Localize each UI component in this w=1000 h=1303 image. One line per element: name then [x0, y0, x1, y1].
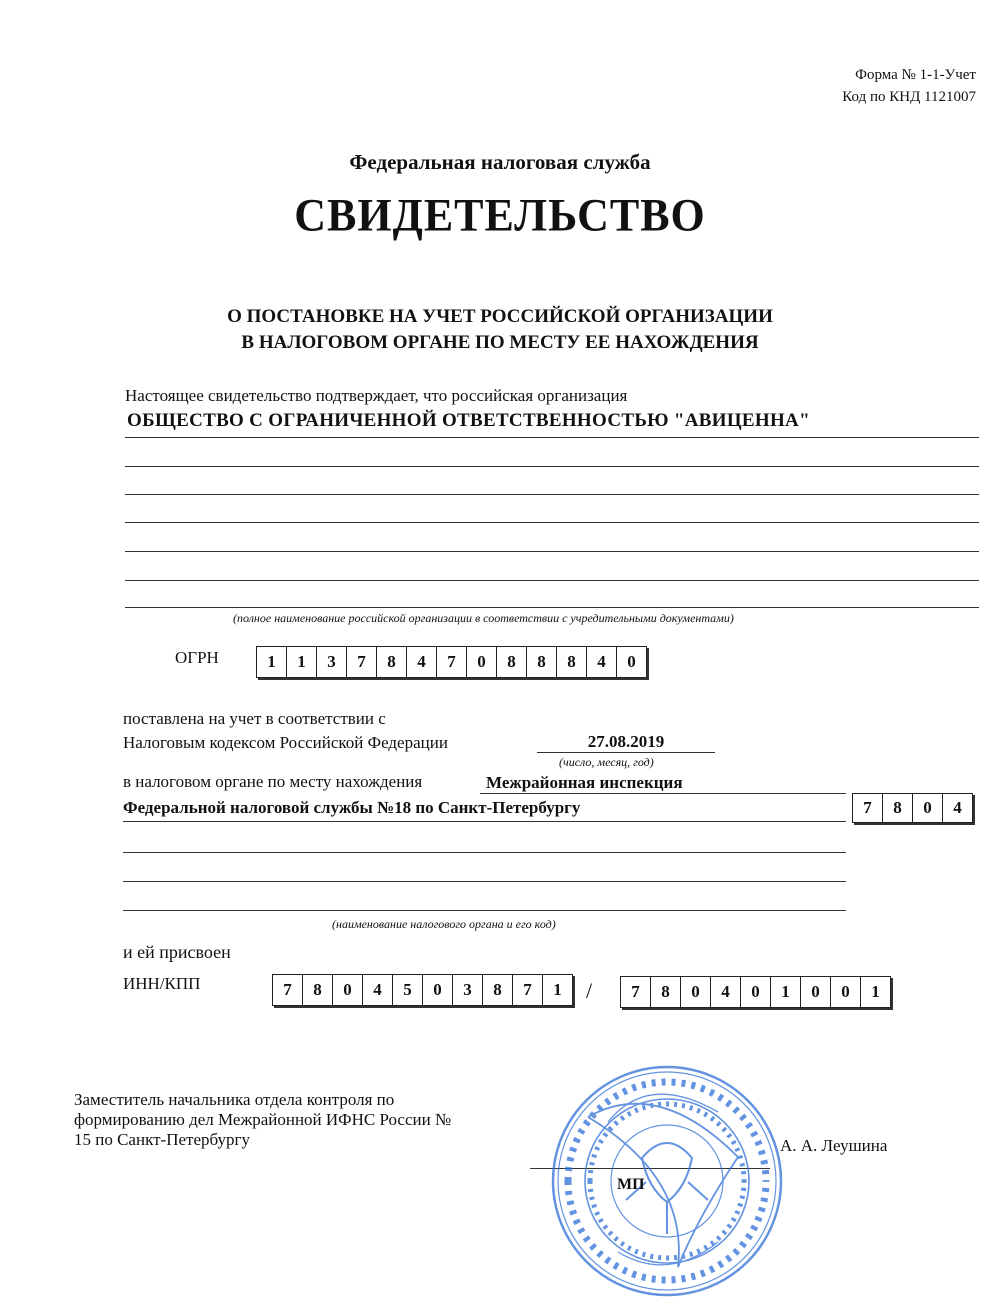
signer-position-line-2: формированию дел Межрайонной ИФНС России №	[74, 1110, 452, 1129]
authority-line	[123, 852, 846, 853]
org-name-line	[125, 437, 979, 438]
ogrn-digit: 8	[497, 647, 527, 677]
knd-code: Код по КНД 1121007	[842, 89, 976, 105]
date-line	[537, 752, 715, 753]
organization-name: ОБЩЕСТВО С ОГРАНИЧЕННОЙ ОТВЕТСТВЕННОСТЬЮ "АВИЦЕННА"	[127, 410, 810, 431]
org-name-line	[125, 494, 979, 495]
intro-text: Настоящее свидетельство подтверждает, что российская организация	[125, 386, 628, 405]
signer-name: А. А. Леушина	[780, 1136, 888, 1155]
kpp-digit: 7	[621, 977, 651, 1007]
agency-name: Федеральная налоговая служба	[349, 150, 651, 174]
assigned-label: и ей присвоен	[123, 942, 231, 962]
official-stamp-seal	[548, 1062, 786, 1300]
ogrn-digit: 4	[587, 647, 617, 677]
ogrn-digit: 7	[437, 647, 467, 677]
date-caption: (число, месяц, год)	[559, 755, 654, 769]
authority-code-digit: 8	[883, 794, 913, 822]
kpp-boxes	[620, 976, 891, 1008]
authority-line	[123, 881, 846, 882]
ogrn-digit: 4	[407, 647, 437, 677]
org-name-line	[125, 522, 979, 523]
tax-authority-caption: (наименование налогового органа и его код)	[332, 917, 556, 931]
inn-kpp-separator: /	[586, 978, 593, 1003]
subtitle-line-2: В НАЛОГОВОМ ОРГАНЕ ПО МЕСТУ ЕЕ НАХОЖДЕНИЯ	[241, 332, 759, 353]
kpp-digit: 0	[741, 977, 771, 1007]
authority-code-digit: 4	[943, 794, 973, 822]
ogrn-digit: 8	[557, 647, 587, 677]
inn-digit: 0	[333, 975, 363, 1005]
kpp-digit: 1	[771, 977, 801, 1007]
document-title: СВИДЕТЕЛЬСТВО	[294, 189, 706, 242]
document-subtitle	[0, 304, 1000, 356]
signer-position-line-3: 15 по Санкт-Петербургу	[74, 1130, 250, 1149]
registration-text-1: поставлена на учет в соответствии с	[123, 709, 386, 728]
org-name-line	[125, 466, 979, 467]
registration-date: 27.08.2019	[587, 732, 665, 751]
org-name-caption: (полное наименование российской организации в соответствии с учредительными документами)	[233, 611, 734, 625]
ogrn-digit: 8	[377, 647, 407, 677]
kpp-digit: 0	[831, 977, 861, 1007]
inn-digit: 4	[363, 975, 393, 1005]
tax-authority-code-boxes	[852, 793, 973, 823]
inn-digit: 7	[513, 975, 543, 1005]
authority-code-digit: 0	[913, 794, 943, 822]
kpp-digit: 8	[651, 977, 681, 1007]
org-name-line	[125, 551, 979, 552]
inn-digit: 8	[483, 975, 513, 1005]
tax-authority-name-2: Федеральной налоговой службы №18 по Санкт-Петербургу	[123, 798, 581, 817]
inn-boxes	[272, 974, 573, 1006]
inn-digit: 5	[393, 975, 423, 1005]
tax-authority-name-1: Межрайонная инспекция	[486, 773, 683, 792]
ogrn-digit: 8	[527, 647, 557, 677]
tax-authority-prefix: в налоговом органе по месту нахождения	[123, 772, 423, 791]
ogrn-label: ОГРН	[175, 648, 219, 667]
authority-code-digit: 7	[853, 794, 883, 822]
registration-text-2: Налоговым кодексом Российской Федерации	[123, 733, 448, 752]
kpp-digit: 0	[681, 977, 711, 1007]
subtitle-line-1: О ПОСТАНОВКЕ НА УЧЕТ РОССИЙСКОЙ ОРГАНИЗАЦИИ	[227, 306, 773, 327]
inn-digit: 8	[303, 975, 333, 1005]
stamp-mark: МП	[617, 1176, 645, 1193]
org-name-line	[125, 580, 979, 581]
signer-position	[74, 1090, 534, 1150]
ogrn-digit: 0	[467, 647, 497, 677]
inn-digit: 1	[543, 975, 573, 1005]
ogrn-digit: 7	[347, 647, 377, 677]
kpp-digit: 0	[801, 977, 831, 1007]
ogrn-digit: 0	[617, 647, 647, 677]
ogrn-boxes	[256, 646, 647, 678]
form-number: Форма № 1-1-Учет	[855, 67, 976, 83]
authority-line	[123, 821, 846, 822]
inn-digit: 3	[453, 975, 483, 1005]
ogrn-digit: 1	[287, 647, 317, 677]
kpp-digit: 4	[711, 977, 741, 1007]
ogrn-digit: 3	[317, 647, 347, 677]
org-name-line	[125, 607, 979, 608]
authority-line	[480, 793, 846, 794]
inn-digit: 0	[423, 975, 453, 1005]
signer-position-line-1: Заместитель начальника отдела контроля по	[74, 1090, 395, 1109]
ogrn-digit: 1	[257, 647, 287, 677]
kpp-digit: 1	[861, 977, 891, 1007]
authority-line	[123, 910, 846, 911]
form-header	[842, 64, 976, 108]
inn-kpp-label: ИНН/КПП	[123, 974, 201, 993]
inn-digit: 7	[273, 975, 303, 1005]
